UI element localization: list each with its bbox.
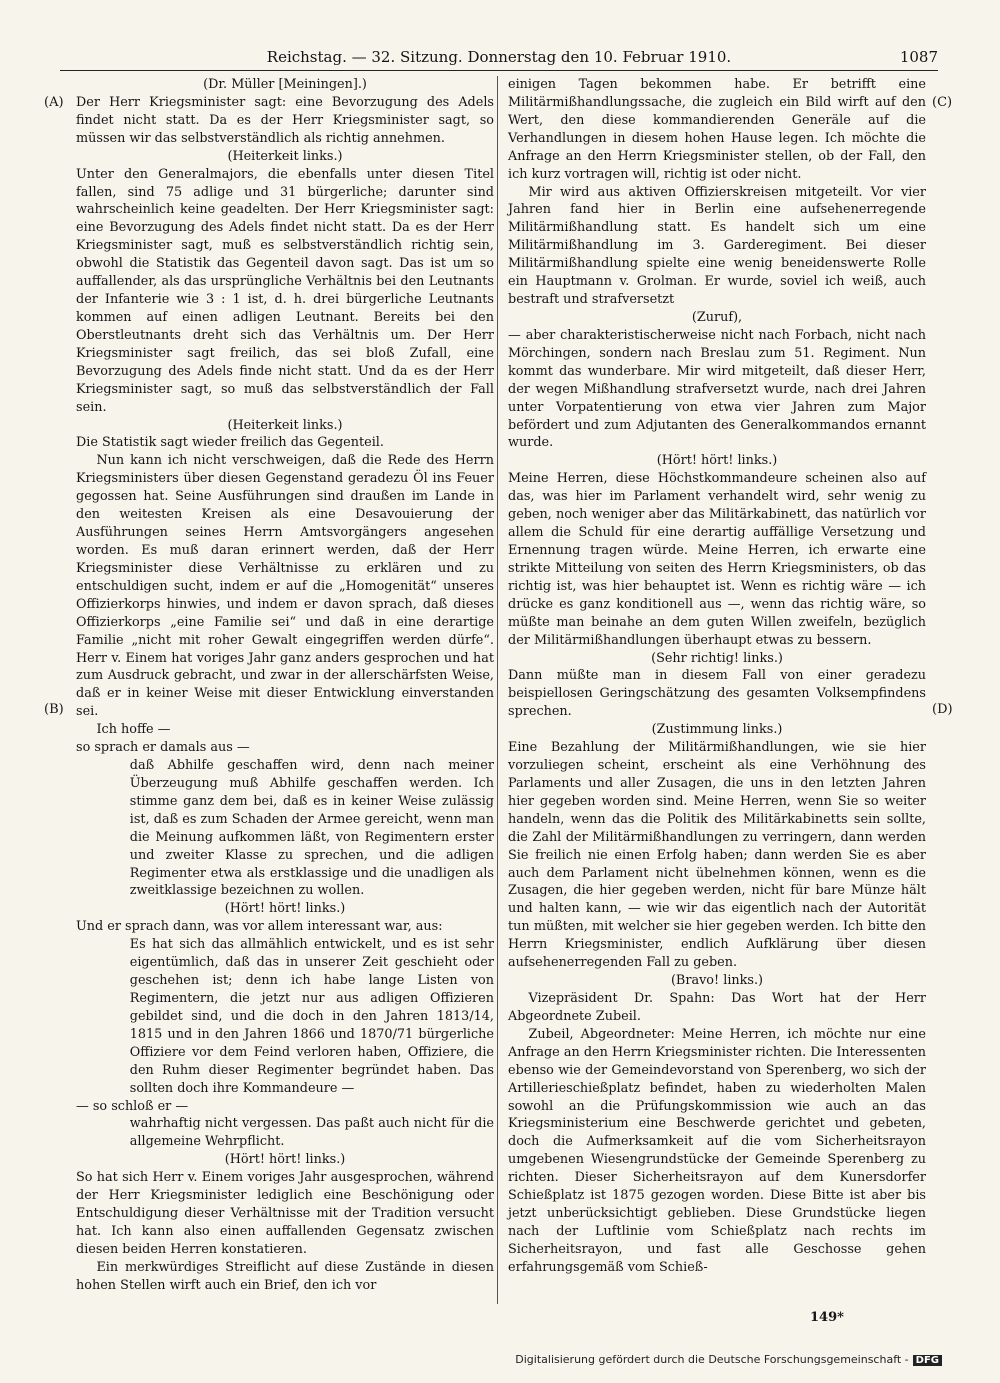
- column-divider: [497, 76, 498, 1304]
- paragraph: Eine Bezahlung der Militärmißhandlungen, wie sie hier vorzuliegen scheint, erscheint als eine Verhöhnung des Parlaments und aller Zusagen, die uns in den letzten Jahren hier gegeben worden sind. Meine Herren, wenn Sie so weiter handeln, wenn das die Politik des Militärkabinetts sein sollte, die Zahl der Militärmißhandlungen zu verringern, dann werden Sie freilich nie einen Erfolg haben; dann werden Sie es aber auch dem Parlament nicht übelnehmen können, wenn es die Zusagen, die hier gegeben werden, nicht für bare Münze hält und halten kann, — wie wir das eigentlich nach der Autorität tun müßten, mit welcher sie hier gegeben werden. Ich bitte den Herrn Kriegsminister, endlich Aufklärung über diesen aufsehenerregenden Fall zu geben.: [508, 740, 926, 971]
- margin-marker-a: (A): [44, 95, 64, 110]
- speaker-continuation: (Dr. Müller [Meiningen].): [203, 77, 367, 92]
- margin-marker-c: (C): [932, 95, 953, 110]
- margin-marker-d: (D): [932, 702, 953, 717]
- interjection: (Bravo! links.): [670, 973, 764, 989]
- paragraph: Der Herr Kriegsminister sagt: eine Bevorzugung des Adels findet nicht statt. Da es der Herr Kriegsminister sagt, so müssen wir das selbstverständlich als richtig annehmen.: [76, 94, 494, 146]
- left-column: [76, 76, 494, 1295]
- page-header: [60, 46, 938, 68]
- interjection: (Hört! hört! links.): [656, 453, 778, 469]
- quotation: wahrhaftig nicht vergessen. Das paßt auch nicht für die allgemeine Wehrpflicht.: [129, 1116, 494, 1150]
- paragraph: Unter den Generalmajors, die ebenfalls unter diesen Titel fallen, sind 75 adlige und 31 bürgerliche; darunter sind wahrscheinlich keine geadelten. Der Herr Kriegsminister sagt: eine Bevorzugung des Adels findet nicht statt. Da es der Herr Kriegsminister sagt, muß es selbstverständlich richtig sein, obwohl die Statistik das Gegenteil davon sagt. Das ist um so auffallender, als das ursprüngliche Verhältnis bei den Leutnants der Infanterie wie 3 : 1 ist, d. h. drei bürgerliche Leutnants kommen auf einen adligen Leutnant. Bereits bei den Oberstleutnants dreht sich das Verhältnis um. Der Herr Kriegsminister sagt freilich, das sei bloß Zufall, eine Bevorzugung des Adels finde nicht statt. Und da es der Herr Kriegsminister sagt, so muß das selbstverständlich der Fall sein.: [76, 166, 494, 415]
- interjection: (Zuruf),: [691, 309, 743, 325]
- speaker-paragraph: Zubeil, Abgeordneter: Meine Herren, ich möchte nur eine Anfrage an den Herrn Kriegsminister richten. Die Interessenten ebenso wie der Gemeindevorstand von Sperenberg, wo sich der Artillerieschießplatz befindet, haben zu wiederholten Malen sowohl an die Prüfungskommission wie auch an das Kriegsministerium eine Beschwerde gerichtet und gebeten, doch die Aufmerksamkeit auf die vom Sicherheitsrayon umgebenen Wiesengrundstücke der Gemeinde Sperenberg zu richten. Dieser Sicherheitsrayon auf dem Kunersdorfer Schießplatz ist 1875 gezogen worden. Diese Bitte ist aber bis jetzt unberücksichtigt geblieben. Diese Grundstücke liegen nach der Luftlinie vom Schießplatz nach rechts im Sicherheitsrayon, und fast alle Geschosse gehen erfahrungsgemäß vom Schieß-: [508, 1026, 926, 1275]
- paragraph: — so schloß er —: [76, 1098, 189, 1114]
- paragraph: Nun kann ich nicht verschweigen, daß die Rede des Herrn Kriegsministers über diesen Gegenstand geradezu Öl ins Feuer gegossen hat. Seine Ausführungen sind draußen im Lande in den weitesten Kreisen als eine Desavouierung der Ausführungen seines Herrn Amtsvorgängers angesehen worden. Es muß daran erinnert werden, daß der Herr Kriegsminister diese Verhältnisse zu erklären und zu entschuldigen sucht, indem er auf die „Homogenität“ unseres Offizierkorps hinwies, und indem er davon sprach, daß dieses Offizierkorps „eine Familie sei“ und daß in eine derartige Familie „nicht mit roher Gewalt eingegriffen werden dürfe“. Herr v. Einem hat voriges Jahr ganz anders gesprochen und hat zum Ausdruck gebracht, und zwar in der allerschärfsten Weise, daß er in keiner Weise mit dieser Entwicklung einverstanden sei.: [76, 453, 494, 720]
- paragraph: Mir wird aus aktiven Offizierskreisen mitgeteilt. Vor vier Jahren fand hier in Berlin eine aufsehenerregende Militärmißhandlung statt. Es handelt sich um eine Militärmißhandlung im 3. Garderegiment. Bei dieser Militärmißhandlung spielte eine wenig beneidenswerte Rolle ein Hauptmann v. Grolman. Er wurde, soviel ich weiß, auch bestraft und strafversetzt: [508, 184, 926, 308]
- paragraph: Ein merkwürdiges Streiflicht auf diese Zustände in diesen hohen Stellen wirft auch ein Brief, den ich vor: [76, 1259, 494, 1293]
- interjection: (Hört! hört! links.): [224, 1152, 346, 1168]
- quotation: Es hat sich das allmählich entwickelt, und es ist sehr eigentümlich, daß das in unserer Zeit geschieht oder geschehen ist; denn ich habe lange Listen von Regimentern, die jetzt nur aus adligen Offizieren gebildet sind, und die doch in den Jahren 1813/14, 1815 und in den Jahren 1866 und 1870/71 bürgerliche Offiziere vor dem Feind verloren haben, Offiziere, die den Ruhm dieser Regimenter begründet haben. Das sollten doch ihre Kommandeure —: [129, 937, 494, 1096]
- digitization-credit: [515, 1353, 942, 1366]
- paragraph: Dann müßte man in diesem Fall von einer geradezu beispiellosen Geringschätzung des gesamten Volksempfindens sprechen.: [508, 668, 926, 720]
- margin-marker-b: (B): [44, 702, 64, 717]
- interjection: (Hört! hört! links.): [224, 901, 346, 917]
- speaker-heading: Vizepräsident Dr. Spahn: Das Wort hat der Herr Abgeordnete Zubeil.: [508, 991, 926, 1024]
- paragraph: einigen Tagen bekommen habe. Er betrifft eine Militärmißhandlungssache, die zugleich ein Bild wirft auf den Wert, den diese kommandierenden Generäle auf die Verhandlungen in diesem hohen Hause legen. Ich möchte die Anfrage an den Herrn Kriegsminister stellen, ob der Fall, den ich kurz vortragen will, richtig ist oder nicht.: [508, 77, 926, 182]
- page-number: 1087: [899, 48, 938, 66]
- quotation: daß Abhilfe geschaffen wird, denn nach meiner Überzeugung muß Abhilfe geschaffen werden. Ich stimme ganz dem bei, daß es in keiner Weise zulässig ist, daß es zum Schaden der Armee gereicht, wenn man die Meinung aufkommen läßt, von Regimentern erster und zweiter Klasse zu sprechen, und die adligen Regimenter etwa als erstklassige und die unadligen als zweitklassige bezeichnen zu wollen.: [129, 758, 494, 899]
- interjection: (Sehr richtig! links.): [651, 650, 783, 666]
- paragraph: Die Statistik sagt wieder freilich das Gegenteil.: [76, 435, 384, 451]
- paragraph: Ich hoffe —: [96, 722, 171, 738]
- paragraph: Meine Herren, diese Höchstkommandeure scheinen also auf das, was hier im Parlament verhandelt wird, sehr wenig zu geben, noch weniger aber das Militärkabinett, das natürlich vor allem die Schuld für eine derartig auffällige Versetzung und Ernennung tragen würde. Meine Herren, ich erwarte eine strikte Mitteilung von seiten des Herrn Kriegsministers, ob das richtig ist, was hier behauptet ist. Wenn es richtig wäre — ich drücke es ganz konditionell aus —, wenn das richtig wäre, so müßte man beinahe an dem guten Willen zweifeln, bezüglich der Militärmißhandlungen überhaupt etwas zu bessern.: [508, 471, 926, 648]
- interjection: (Heiterkeit links.): [227, 417, 343, 433]
- paragraph: Und er sprach dann, was vor allem interessant war, aus:: [76, 919, 443, 935]
- paragraph: so sprach er damals aus —: [76, 740, 250, 756]
- page-header-title: Reichstag. — 32. Sitzung. Donnerstag den 10. Februar 1910.: [266, 48, 732, 66]
- paragraph: — aber charakteristischerweise nicht nach Forbach, nicht nach Mörchingen, sondern nach Breslau zum 51. Regiment. Nun kommt das wunderbare. Mir wird mitgeteilt, daß dieser Herr, der wegen Mißhandlung strafversetzt wurde, nach drei Jahren unter Vorpatentierung von etwa vier Jahren zum Major befördert und zum Adjutanten des Generalkommandos ernannt wurde.: [508, 327, 926, 451]
- paragraph: So hat sich Herr v. Einem voriges Jahr ausgesprochen, während der Herr Kriegsminister lediglich eine Beschönigung oder Entschuldigung dieser Verhältnisse mit der Tradition versucht hat. Ich kann also einen auffallenden Gegensatz zwischen diesen beiden Herren konstatieren.: [76, 1170, 494, 1257]
- header-rule: [60, 70, 938, 71]
- credit-text: Digitalisierung gefördert durch die Deutsche Forschungsgemeinschaft -: [515, 1353, 909, 1366]
- signature-mark: 149*: [810, 1310, 844, 1325]
- interjection: (Heiterkeit links.): [227, 148, 343, 164]
- right-column: [508, 76, 926, 1277]
- dfg-logo: DFG: [913, 1355, 942, 1366]
- interjection: (Zustimmung links.): [651, 722, 783, 738]
